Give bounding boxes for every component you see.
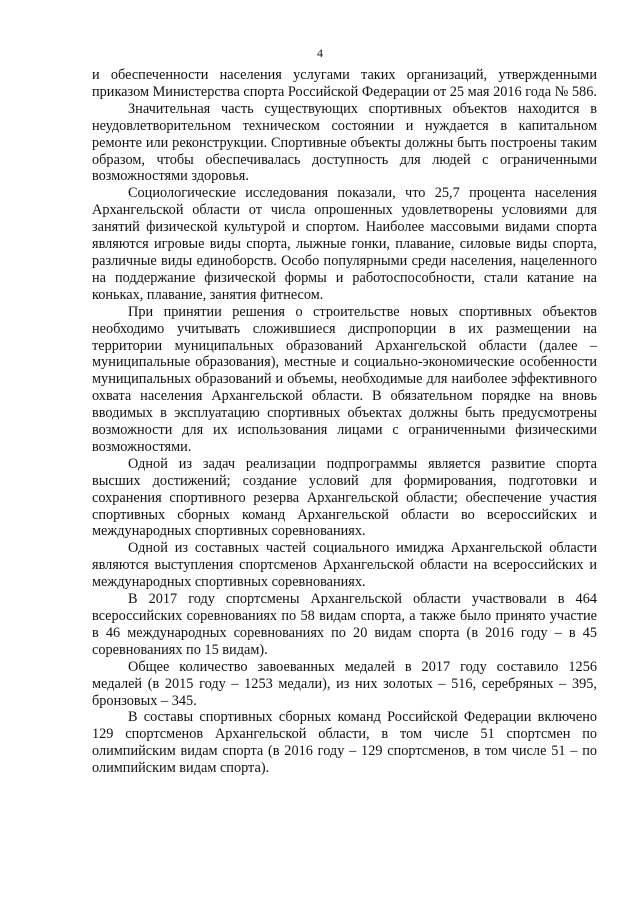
paragraph-competitions-2017: В 2017 году спортсмены Архангельской области участвовали в 464 всероссийских соревнованиях по 58 видам спорта, а также было принято участие в 46 международных соревнованиях по 20 видам спорта (в 2016 году – в 45 соревнованиях по 15 видам).: [92, 591, 597, 658]
paragraph-sport-facilities-condition: Значительная часть существующих спортивных объектов находится в неудовлетворительном техническом состоянии и нуждается в капитальном ремонте или реконструкции. Спортивные объекты должны быть построены таким образом, чтобы обеспечивалась доступность для людей с ограниченными возможностями здоровья.: [92, 100, 597, 185]
paragraph-sociological-research: Социологические исследования показали, что 25,7 процента населения Архангельской области от числа опрошенных удовлетворены условиями для занятий физической культурой и спортом. Наиболее массовыми видами спорта являются игровые виды спорта, лыжные гонки, плавание, силовые виды спорта, различные виды единоборств. Особо популярными среди населения, нацеленного на поддержание физической формы и работоспособности, стали катание на коньках, плавание, занятия фитнесом.: [92, 185, 597, 303]
paragraph-national-teams: В составы спортивных сборных команд Российской Федерации включено 129 спортсменов Архангельской области, в том числе 51 спортсмен по олимпийским видам спорта (в 2016 году – 129 спортсменов, в том числе 51 – по олимпийским видам спорта).: [92, 709, 597, 777]
paragraph-construction-decisions: При принятии решения о строительстве новых спортивных объектов необходимо учитывать сложившиеся диспропорции в их размещении на территории муниципальных образований Архангельской области (далее – муниципальные образования), местные и социально-экономические особенности муниципальных образований и объемы, необходимые для наиболее эффективного охвата населения Архангельской области. В обязательном порядке на вновь вводимых в эксплуатацию спортивных объектах должны быть предусмотрены возможности для их использования лицами с ограниченными физическими возможностями.: [92, 303, 597, 455]
paragraph-social-image: Одной из составных частей социального имиджа Архангельской области являются выступления спортсменов Архангельской области на всероссийских и международных спортивных соревнованиях.: [92, 540, 597, 591]
paragraph-subprogram-tasks: Одной из задач реализации подпрограммы является развитие спорта высших достижений; создание условий для формирования, подготовки и сохранения спортивного резерва Архангельской области; обеспечение участия спортивных сборных команд Архангельской области во всероссийских и международных спортивных соревнованиях.: [92, 455, 597, 540]
paragraph-continuation: и обеспеченности населения услугами таких организаций, утвержденными приказом Министерства спорта Российской Федерации от 25 мая 2016 года № 586.: [92, 67, 597, 100]
document-body: [92, 67, 597, 777]
page-number: 4: [317, 46, 323, 60]
paragraph-medals-count: Общее количество завоеванных медалей в 2017 году составило 1256 медалей (в 2015 году – 1253 медали), из них золотых – 516, серебряных – 395, бронзовых – 345.: [92, 658, 597, 709]
